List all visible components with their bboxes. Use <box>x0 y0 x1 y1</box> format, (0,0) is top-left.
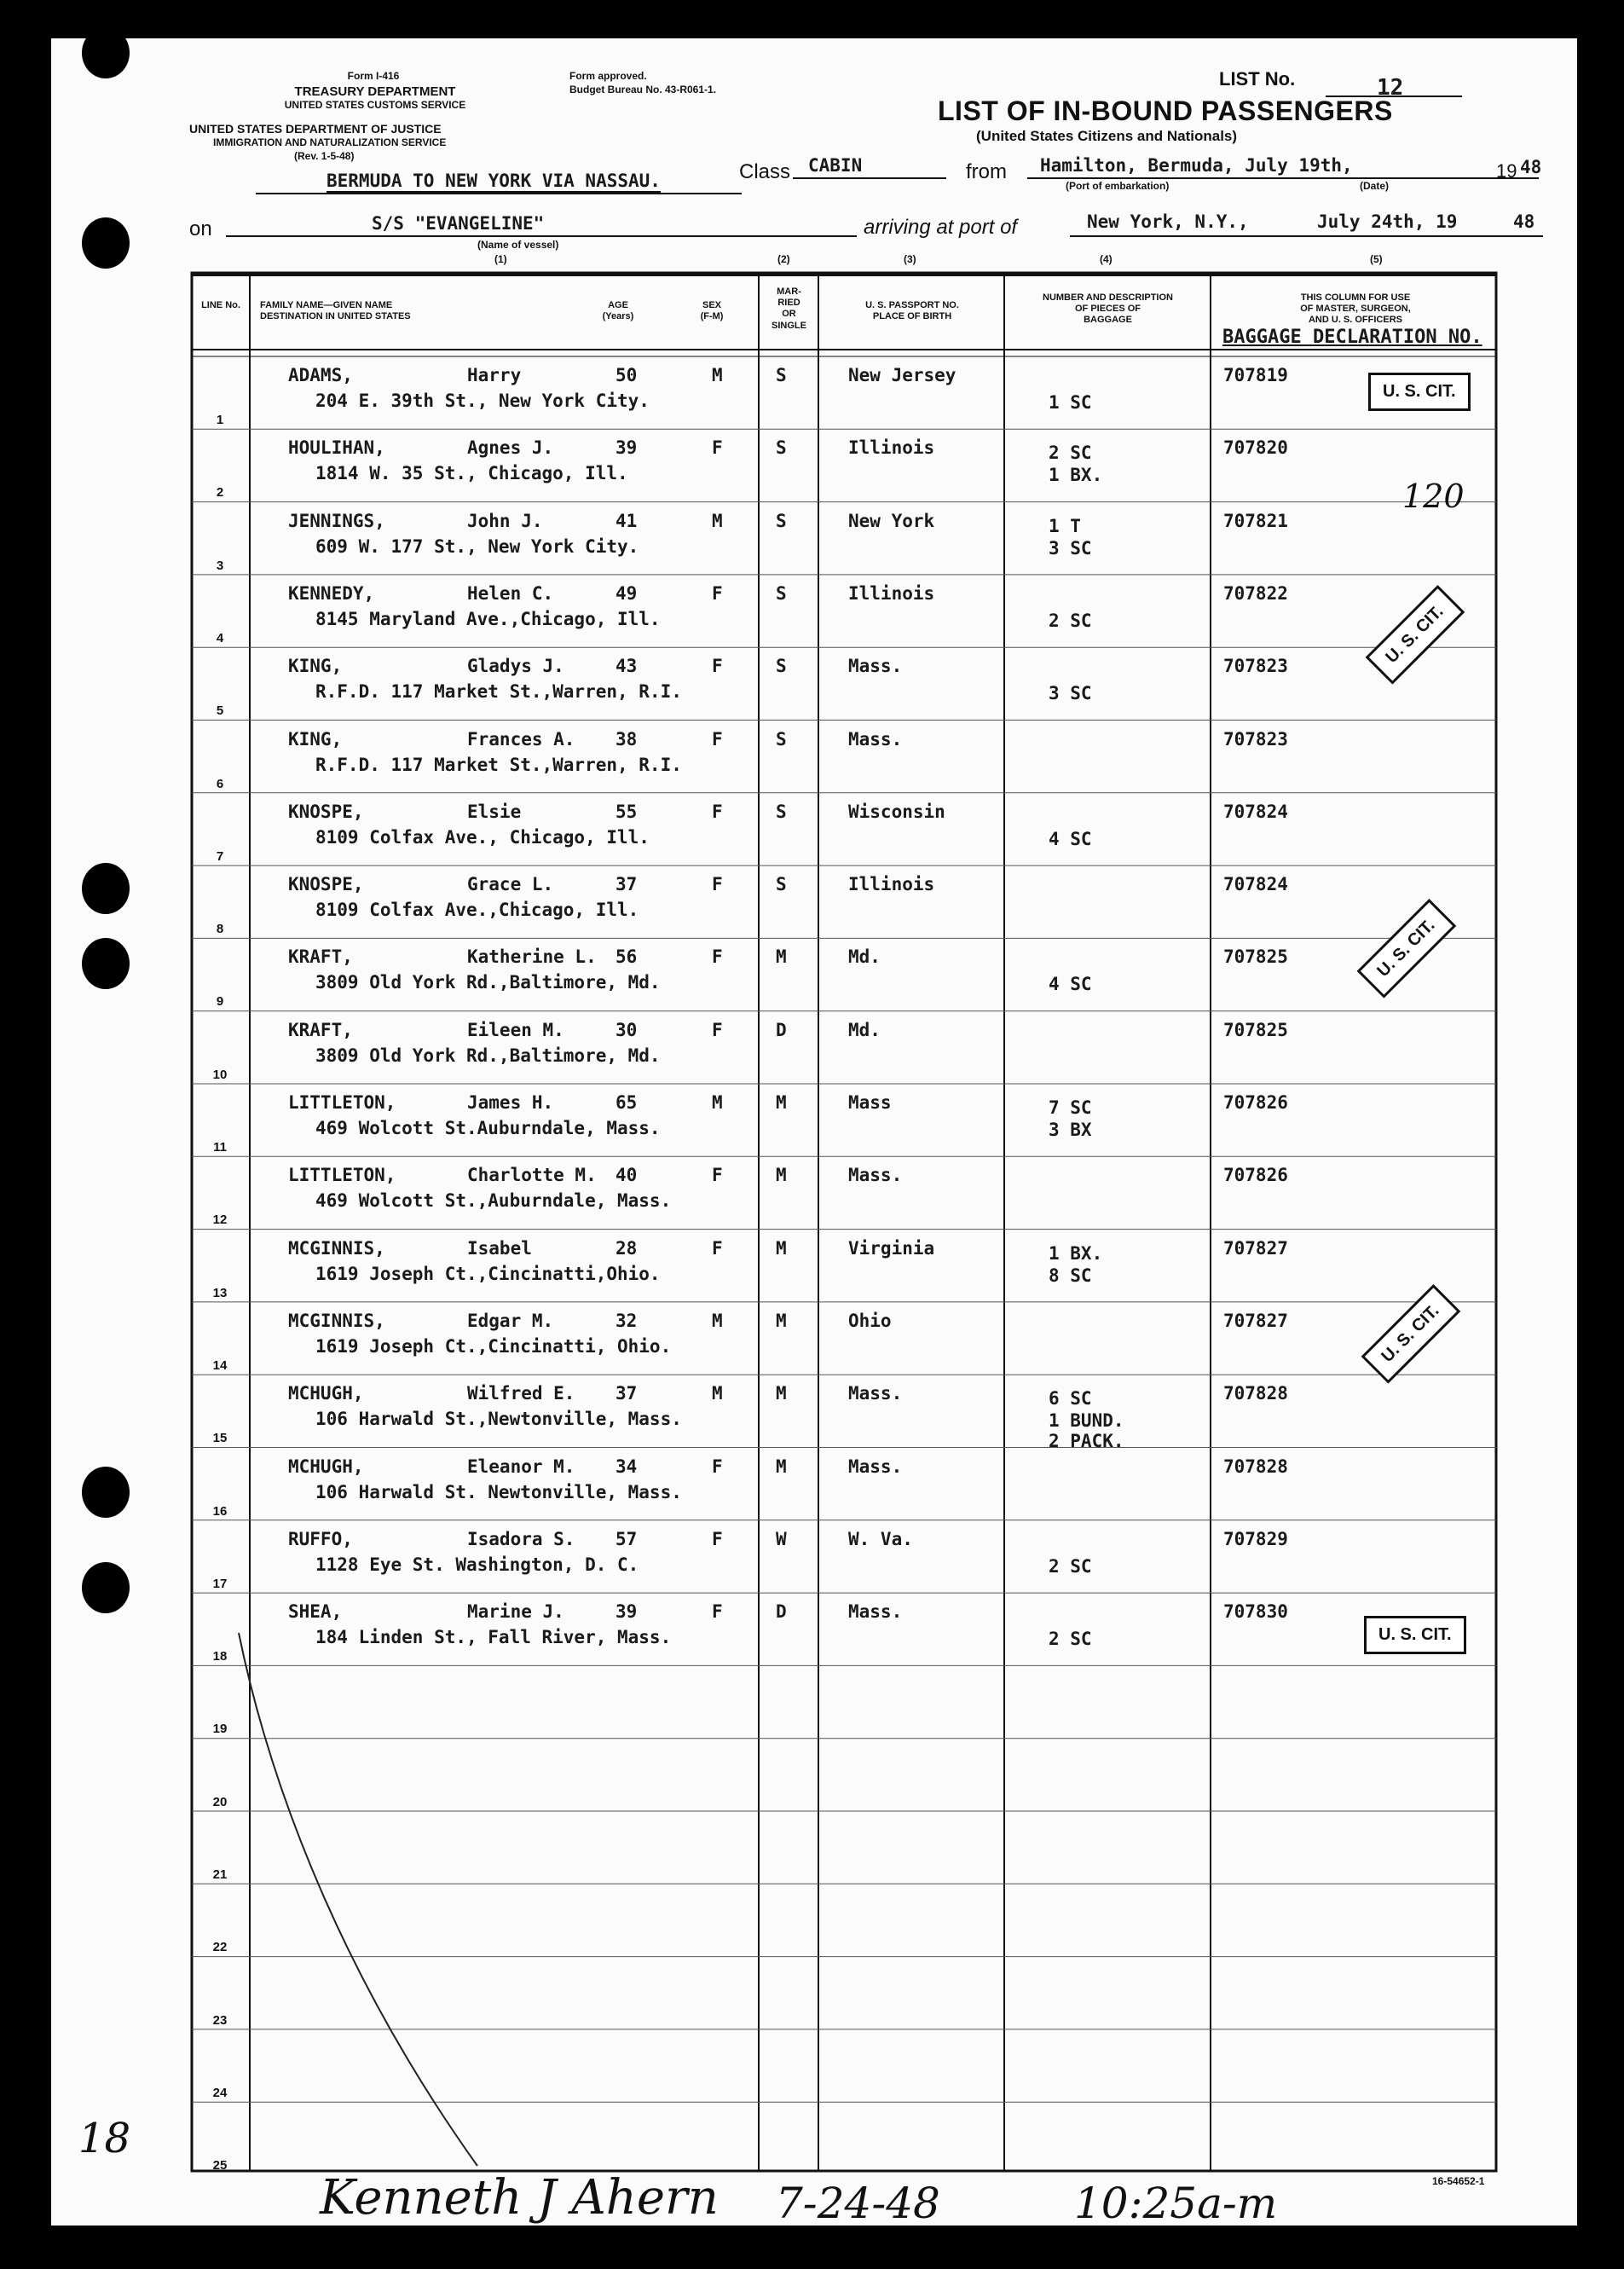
marital-status: M <box>776 946 787 968</box>
age: 39 <box>616 1601 638 1623</box>
col-number: (5) <box>1370 253 1383 265</box>
baggage-item: 2 PACK. <box>1049 1431 1124 1452</box>
arrival-year: 48 <box>1513 211 1535 232</box>
address: 1814 W. 35 St., Chicago, Ill. <box>315 463 628 484</box>
given-name: Isabel <box>467 1237 532 1259</box>
passenger-row <box>0 1375 1526 1452</box>
baggage-item: 2 SC <box>1049 1555 1092 1577</box>
port-embark-caption: (Port of embarkation) <box>1066 180 1170 192</box>
signature: Kenneth J Ahern <box>320 2170 719 2226</box>
baggage-declaration-no: 707828 <box>1223 1456 1288 1477</box>
age: 40 <box>616 1165 638 1186</box>
handwritten-line <box>222 1629 511 2174</box>
age: 37 <box>616 1383 638 1404</box>
line-number: 20 <box>212 1794 228 1809</box>
sex: M <box>712 1383 723 1404</box>
given-name: Frances A. <box>467 728 575 750</box>
age: 28 <box>616 1237 638 1259</box>
sex: F <box>712 1456 723 1477</box>
given-name: Gladys J. <box>467 656 564 677</box>
given-name: Katherine L. <box>467 946 597 968</box>
col-number: (1) <box>494 253 507 265</box>
baggage-declaration-no: 707825 <box>1223 946 1288 968</box>
baggage-item: 2 SC <box>1049 1629 1092 1650</box>
route: BERMUDA TO NEW YORK VIA NASSAU. <box>327 171 661 191</box>
baggage-item: 3 SC <box>1049 683 1092 704</box>
year-prefix: 19 <box>1496 160 1517 182</box>
treasury-department: TREASURY DEPARTMENT <box>294 84 456 99</box>
given-name: James H. <box>467 1092 554 1113</box>
marital-status: D <box>776 1019 787 1040</box>
line-number: 22 <box>212 1940 228 1955</box>
year-value: 48 <box>1520 157 1542 177</box>
address: 1619 Joseph Ct.,Cincinatti,Ohio. <box>315 1263 661 1284</box>
address: 609 W. 177 St., New York City. <box>315 535 639 557</box>
us-citizen-stamp: U. S. CIT. <box>1368 373 1471 411</box>
class-value: CABIN <box>808 155 863 176</box>
age: 65 <box>616 1092 638 1113</box>
handwritten-number: 120 <box>1402 478 1465 515</box>
marital-status: S <box>776 365 787 385</box>
given-name: Charlotte M. <box>467 1165 597 1186</box>
age: 55 <box>616 801 638 822</box>
passenger-row <box>0 1156 1526 1230</box>
place-of-birth: Mass. <box>848 1456 903 1477</box>
family-name: KRAFT, <box>288 1019 353 1040</box>
family-name: HOULIHAN, <box>288 437 385 459</box>
passenger-row <box>0 793 1526 866</box>
line-number: 11 <box>213 1140 227 1155</box>
col-sex: SEX (F-M) <box>700 300 724 322</box>
sex: F <box>712 1019 723 1040</box>
line-number: 2 <box>216 485 224 501</box>
passenger-row <box>0 1084 1526 1157</box>
passenger-row <box>0 575 1526 648</box>
marital-status: S <box>776 801 787 822</box>
sex: F <box>712 582 723 604</box>
age: 30 <box>616 1019 638 1040</box>
page-subtitle: (United States Citizens and Nationals) <box>976 128 1238 144</box>
signature-time: 10:25a-m <box>1074 2179 1278 2228</box>
address: 1619 Joseph Ct.,Cincinatti, Ohio. <box>315 1335 672 1357</box>
address: 106 Harwald St. Newtonville, Mass. <box>315 1481 682 1502</box>
address: R.F.D. 117 Market St.,Warren, R.I. <box>315 681 682 703</box>
marital-status: S <box>776 437 787 459</box>
line-number: 19 <box>212 1722 228 1737</box>
col-number: (4) <box>1100 253 1113 265</box>
family-name: LITTLETON, <box>288 1165 396 1186</box>
sex: M <box>712 510 723 531</box>
baggage-declaration-no: 707826 <box>1223 1092 1288 1113</box>
col-name: FAMILY NAME—GIVEN NAME DESTINATION IN UNITED STATES <box>260 300 411 322</box>
given-name: Wilfred E. <box>467 1383 575 1404</box>
form-number: Form I-416 <box>347 70 400 82</box>
line-number: 18 <box>212 1649 228 1664</box>
family-name: KENNEDY, <box>288 582 375 604</box>
passenger-row <box>0 1520 1526 1594</box>
baggage-item: 1 T <box>1049 515 1081 536</box>
family-name: KNOSPE, <box>288 801 364 822</box>
passenger-row <box>0 721 1526 794</box>
margin-note: 18 <box>78 2115 131 2162</box>
line-number: 9 <box>216 994 224 1010</box>
place-of-birth: Mass. <box>848 1165 903 1186</box>
baggage-item: 1 SC <box>1049 392 1092 413</box>
address: 469 Wolcott St.Auburndale, Mass. <box>315 1118 661 1138</box>
age: 39 <box>616 437 638 459</box>
marital-status: S <box>776 582 787 604</box>
place-of-birth: Md. <box>848 946 881 968</box>
sex: F <box>712 801 723 822</box>
given-name: Elsie <box>467 801 522 822</box>
baggage-declaration-no: 707825 <box>1223 1019 1288 1040</box>
passenger-row <box>0 1302 1526 1375</box>
col-officers: THIS COLUMN FOR USE OF MASTER, SURGEON, AND U. S. OFFICERS <box>1300 292 1411 326</box>
line-number: 23 <box>212 2012 228 2028</box>
list-no-value: 12 <box>1377 75 1404 101</box>
address: 184 Linden St., Fall River, Mass. <box>315 1627 672 1648</box>
baggage-declaration-no: 707823 <box>1223 728 1288 750</box>
baggage-item: 2 SC <box>1049 610 1092 631</box>
given-name: Grace L. <box>467 874 554 895</box>
sex: M <box>712 365 723 385</box>
form-approved: Form approved. <box>569 70 647 82</box>
address: 8145 Maryland Ave.,Chicago, Ill. <box>315 608 661 629</box>
place-of-birth: Md. <box>848 1019 881 1040</box>
family-name: ADAMS, <box>288 365 353 385</box>
family-name: KNOSPE, <box>288 874 364 895</box>
sex: F <box>712 874 723 895</box>
marital-status: W <box>776 1528 787 1549</box>
arrival-date: July 24th, 19 <box>1317 211 1458 232</box>
baggage-declaration-no: 707824 <box>1223 801 1288 822</box>
arrival-port: New York, N.Y., <box>1087 211 1249 232</box>
place-of-birth: Illinois <box>848 582 935 604</box>
col-marital: MAR- RIED OR SINGLE <box>772 287 806 331</box>
line-number: 15 <box>212 1431 228 1446</box>
col-passport: U. S. PASSPORT NO. PLACE OF BIRTH <box>865 300 959 322</box>
place-of-birth: W. Va. <box>848 1528 913 1549</box>
age: 49 <box>616 582 638 604</box>
baggage-declaration-no: 707820 <box>1223 437 1288 459</box>
passenger-row <box>0 865 1526 939</box>
line-number: 5 <box>216 703 224 719</box>
col-baggage-declaration: BAGGAGE DECLARATION NO. <box>1222 327 1482 348</box>
given-name: Eleanor M. <box>467 1456 575 1477</box>
place-of-birth: Mass. <box>848 656 903 677</box>
passenger-row <box>0 938 1526 1011</box>
sex: F <box>712 437 723 459</box>
line-number: 13 <box>212 1285 228 1300</box>
budget-bureau: Budget Bureau No. 43-R061-1. <box>569 84 717 96</box>
class-label: Class <box>739 160 791 183</box>
baggage-item: 7 SC <box>1049 1097 1092 1118</box>
family-name: RUFFO, <box>288 1528 353 1549</box>
address: 469 Wolcott St.,Auburndale, Mass. <box>315 1190 672 1212</box>
marital-status: S <box>776 874 787 895</box>
on-label: on <box>189 217 212 240</box>
baggage-declaration-no: 707828 <box>1223 1383 1288 1404</box>
marital-status: M <box>776 1310 787 1331</box>
customs-service: UNITED STATES CUSTOMS SERVICE <box>284 99 466 111</box>
marital-status: M <box>776 1456 787 1477</box>
given-name: Marine J. <box>467 1601 564 1623</box>
family-name: MCGINNIS, <box>288 1310 385 1331</box>
sex: F <box>712 1528 723 1549</box>
baggage-declaration-no: 707824 <box>1223 874 1288 895</box>
baggage-item: 1 BUND. <box>1049 1410 1124 1432</box>
family-name: KRAFT, <box>288 946 353 968</box>
baggage-declaration-no: 707827 <box>1223 1237 1288 1259</box>
from-label: from <box>966 160 1007 183</box>
baggage-declaration-no: 707830 <box>1223 1601 1288 1623</box>
age: 50 <box>616 365 638 385</box>
line-number: 24 <box>212 2085 228 2100</box>
baggage-declaration-no: 707829 <box>1223 1528 1288 1549</box>
address: 1128 Eye St. Washington, D. C. <box>315 1554 639 1575</box>
baggage-item: 1 BX. <box>1049 1242 1103 1264</box>
family-name: LITTLETON, <box>288 1092 396 1113</box>
baggage-item: 3 SC <box>1049 537 1092 559</box>
baggage-declaration-no: 707819 <box>1223 365 1288 385</box>
line-number: 8 <box>216 922 224 937</box>
passenger-row <box>0 429 1526 502</box>
marital-status: M <box>776 1383 787 1404</box>
baggage-item: 2 SC <box>1049 443 1092 464</box>
page-title: LIST OF IN-BOUND PASSENGERS <box>938 96 1393 126</box>
address: 8109 Colfax Ave.,Chicago, Ill. <box>315 900 639 921</box>
line-number: 14 <box>212 1357 228 1373</box>
col-baggage: NUMBER AND DESCRIPTION OF PIECES OF BAGGAGE <box>1043 292 1173 326</box>
age: 43 <box>616 656 638 677</box>
doj-title: UNITED STATES DEPARTMENT OF JUSTICE <box>189 122 442 136</box>
date-caption: (Date) <box>1360 180 1390 192</box>
baggage-item: 1 BX. <box>1049 465 1103 486</box>
marital-status: D <box>776 1601 787 1623</box>
family-name: MCHUGH, <box>288 1456 364 1477</box>
age: 34 <box>616 1456 638 1477</box>
family-name: JENNINGS, <box>288 510 385 531</box>
line-number: 3 <box>216 558 224 573</box>
address: 204 E. 39th St., New York City. <box>315 391 650 411</box>
sex: F <box>712 1237 723 1259</box>
line-number: 10 <box>212 1067 228 1082</box>
age: 32 <box>616 1310 638 1331</box>
place-of-birth: Mass. <box>848 1383 903 1404</box>
line-number: 1 <box>216 413 224 427</box>
us-citizen-stamp: U. S. CIT. <box>1364 1616 1466 1654</box>
given-name: Agnes J. <box>467 437 554 459</box>
us-citizen-stamp: U. S. CIT. <box>1357 899 1456 998</box>
passenger-row <box>0 1448 1526 1521</box>
age: 57 <box>616 1528 638 1549</box>
baggage-item: 3 BX <box>1049 1120 1092 1140</box>
place-of-birth: Mass <box>848 1092 892 1113</box>
place-of-birth: Illinois <box>848 874 935 895</box>
marital-status: S <box>776 656 787 677</box>
passenger-row <box>0 1011 1526 1085</box>
vessel-caption: (Name of vessel) <box>477 239 559 251</box>
line-number: 21 <box>212 1867 228 1882</box>
place-of-birth: Virginia <box>848 1237 935 1259</box>
address: 106 Harwald St.,Newtonville, Mass. <box>315 1409 682 1430</box>
given-name: Isadora S. <box>467 1528 575 1549</box>
given-name: Edgar M. <box>467 1310 554 1331</box>
line-number: 25 <box>212 2158 228 2173</box>
place-of-birth: Mass. <box>848 1601 903 1623</box>
given-name: Helen C. <box>467 582 554 604</box>
address: R.F.D. 117 Market St.,Warren, R.I. <box>315 754 682 775</box>
family-name: MCGINNIS, <box>288 1237 385 1259</box>
arriving-label: arriving at port of <box>864 216 1018 239</box>
line-number: 7 <box>216 848 224 864</box>
place-of-birth: New Jersey <box>848 365 956 385</box>
sex: F <box>712 1601 723 1623</box>
baggage-item: 8 SC <box>1049 1265 1092 1286</box>
line-number: 16 <box>212 1503 228 1519</box>
sex: F <box>712 946 723 968</box>
address: 3809 Old York Rd.,Baltimore, Md. <box>315 1045 661 1066</box>
marital-status: S <box>776 510 787 531</box>
marital-status: M <box>776 1237 787 1259</box>
marital-status: S <box>776 728 787 750</box>
baggage-declaration-no: 707826 <box>1223 1165 1288 1186</box>
line-number: 17 <box>212 1576 228 1591</box>
place-of-birth: Illinois <box>848 437 935 459</box>
passenger-row <box>0 1230 1526 1303</box>
sex: F <box>712 656 723 677</box>
revision-date: (Rev. 1-5-48) <box>294 150 355 162</box>
vessel-name: S/S "EVANGELINE" <box>372 213 545 234</box>
sex: F <box>712 728 723 750</box>
place-of-birth: New York <box>848 510 935 531</box>
col-number: (3) <box>904 253 916 265</box>
baggage-declaration-no: 707822 <box>1223 582 1288 604</box>
given-name: John J. <box>467 510 543 531</box>
baggage-item: 4 SC <box>1049 974 1092 995</box>
family-name: KING, <box>288 728 343 750</box>
age: 37 <box>616 874 638 895</box>
given-name: Harry <box>467 365 522 385</box>
age: 56 <box>616 946 638 968</box>
line-number: 6 <box>216 776 224 791</box>
baggage-item: 6 SC <box>1049 1388 1092 1409</box>
address: 3809 Old York Rd.,Baltimore, Md. <box>315 972 661 993</box>
place-of-birth: Ohio <box>848 1310 892 1331</box>
baggage-declaration-no: 707827 <box>1223 1310 1288 1331</box>
from-value: Hamilton, Bermuda, July 19th, <box>1040 155 1353 176</box>
baggage-declaration-no: 707823 <box>1223 656 1288 677</box>
us-citizen-stamp: U. S. CIT. <box>1361 1284 1460 1383</box>
marital-status: M <box>776 1165 787 1186</box>
given-name: Eileen M. <box>467 1019 564 1040</box>
age: 41 <box>616 510 638 531</box>
col-age: AGE (Years) <box>602 300 634 322</box>
list-no-label: LIST No. <box>1219 68 1296 90</box>
footer-code: 16-54652-1 <box>1432 2175 1485 2187</box>
baggage-declaration-no: 707821 <box>1223 510 1288 531</box>
family-name: MCHUGH, <box>288 1383 364 1404</box>
place-of-birth: Wisconsin <box>848 801 945 822</box>
passenger-row <box>0 356 1526 430</box>
place-of-birth: Mass. <box>848 728 903 750</box>
ins-title: IMMIGRATION AND NATURALIZATION SERVICE <box>213 136 447 148</box>
address: 8109 Colfax Ave., Chicago, Ill. <box>315 826 650 848</box>
passenger-row <box>0 502 1526 576</box>
signature-date: 7-24-48 <box>776 2179 940 2228</box>
col-number: (2) <box>777 253 790 265</box>
family-name: KING, <box>288 656 343 677</box>
sex: M <box>712 1310 723 1331</box>
passenger-row <box>0 647 1526 721</box>
family-name: SHEA, <box>288 1601 343 1623</box>
col-line-no: LINE No. <box>201 300 240 310</box>
line-number: 4 <box>216 630 224 645</box>
sex: M <box>712 1092 723 1113</box>
age: 38 <box>616 728 638 750</box>
line-number: 12 <box>212 1213 228 1228</box>
sex: F <box>712 1165 723 1186</box>
us-citizen-stamp: U. S. CIT. <box>1366 585 1465 684</box>
marital-status: M <box>776 1092 787 1113</box>
baggage-item: 4 SC <box>1049 828 1092 849</box>
